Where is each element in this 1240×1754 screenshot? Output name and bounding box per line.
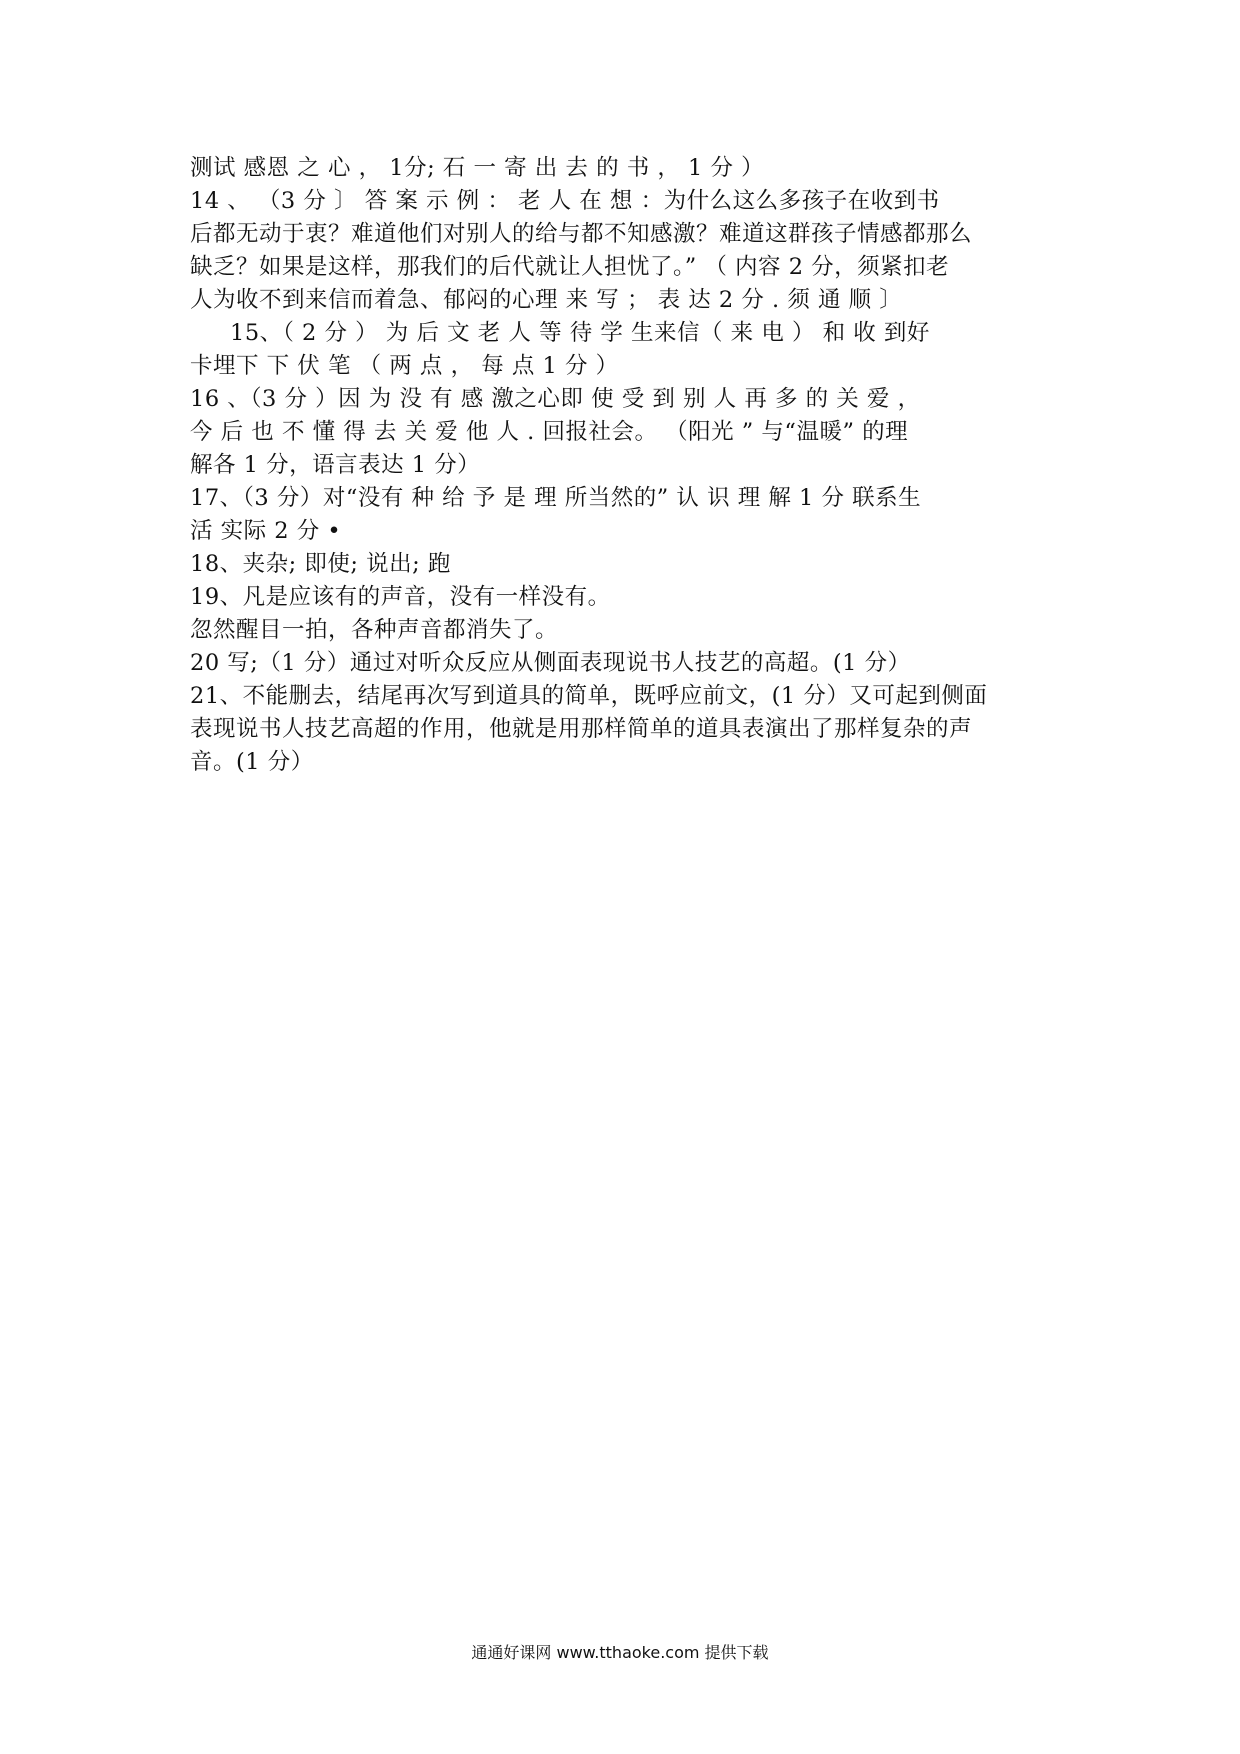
text-line: 后都无动于衷？难道他们对别人的给与都不知感激？难道这群孩子情感都那么 — [190, 221, 973, 247]
page-footer: 通通好课网 www.tthaoke.com 提供下载 — [471, 1643, 769, 1662]
text-line: 表现说书人技艺高超的作用，他就是用那样简单的道具表演出了那样复杂的声 — [190, 716, 973, 742]
text-line: 21、不能删去，结尾再次写到道具的简单，既呼应前文，(1 分）又可起到侧面 — [190, 683, 988, 709]
text-line: 测试 感恩 之 心 ， 1分; 石 一 寄 出 去 的 书 ， 1 分 ） — [190, 155, 765, 181]
text-line: 17、（3 分）对“没有 种 给 予 是 理 所当然的” 认 识 理 解 1 分 联系生 — [190, 485, 922, 511]
text-line: 忽然醒目一拍，各种声音都消失了。 — [190, 617, 559, 643]
answer-key-body — [190, 152, 1060, 779]
text-line: 解各 1 分，语言表达 1 分） — [190, 452, 481, 478]
text-line: 今 后 也 不 懂 得 去 关 爱 他 人 . 回报社会。 （阳光 ” 与“温暖” 的理 — [190, 419, 909, 445]
text-line: 20 写;（1 分）通过对听众反应从侧面表现说书人技艺的高超。(1 分） — [190, 650, 911, 676]
text-line: 19、凡是应该有的声音，没有一样没有。 — [190, 584, 611, 610]
text-line: 人为收不到来信而着急、郁闷的心理 来 写 ； 表 达 2 分 . 须 通 顺 〕 — [190, 287, 903, 313]
text-line: 14 、 （3 分 〕 答 案 示 例 ： 老 人 在 想 ：为什么这么多孩子在收到书 — [190, 188, 940, 214]
text-line: 18、夹杂; 即使; 说出; 跑 — [190, 551, 451, 577]
text-line: 缺乏？如果是这样，那我们的后代就让人担忧了。” （ 内容 2 分，须紧扣老 — [190, 254, 950, 280]
text-line: 16 、（3 分 ）因 为 没 有 感 激之心即 使 受 到 别 人 再 多 的 关 爱 ， — [190, 386, 921, 412]
text-line: 音。(1 分） — [190, 749, 314, 775]
text-line: 15、（ 2 分 ） 为 后 文 老 人 等 待 学 生来信（ 来 电 ） 和 收 到好 — [230, 320, 930, 346]
text-line: 活 实际 2 分 • — [190, 518, 342, 544]
text-line: 卡埋下 下 伏 笔 （ 两 点 ， 每 点 1 分 ） — [190, 353, 619, 379]
